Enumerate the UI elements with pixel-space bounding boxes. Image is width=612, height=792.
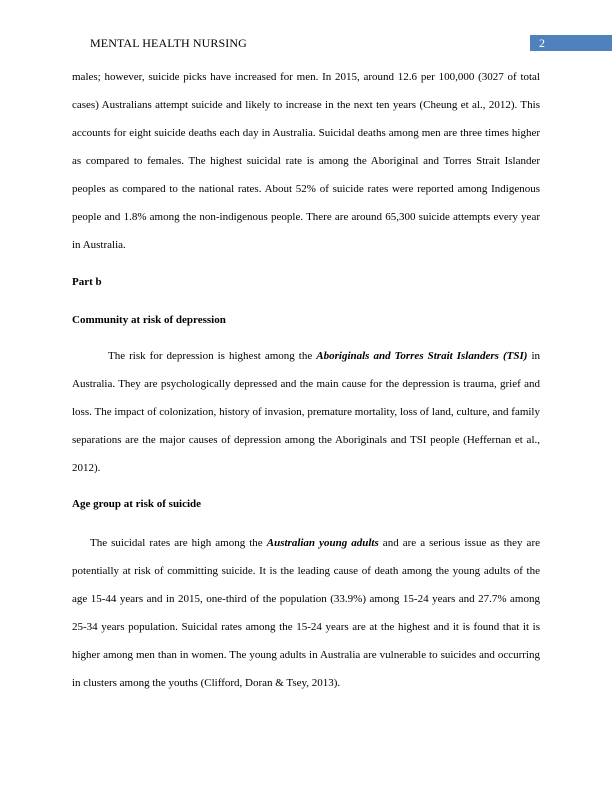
paragraph-text-segment: and are a serious issue as they are potentially at risk of committing suicide. It is the leading cause of death among the young adults of the age 15-44 years and in 2015, one-third of the population (33.9%) among 15-24 years and 27.7% among 25-34 years population. Suicidal rates among the 15-24 years are at the highest and it is found that it is higher among men than in women. The young adults in Australia are vulnerable to suicides and occurring in clusters among the youths (Clifford, Doran & Tsey, 2013). — [72, 537, 540, 689]
emphasized-phrase: Aboriginals and Torres Strait Islanders (TSI) — [316, 350, 528, 362]
emphasized-phrase: Australian young adults — [266, 537, 379, 549]
section-heading-part-b: Part b — [72, 276, 102, 288]
subheading-age-group-suicide: Age group at risk of suicide — [72, 498, 202, 510]
running-header-title: MENTAL HEALTH NURSING — [90, 36, 247, 50]
body-paragraph-depression — [72, 342, 540, 482]
paragraph-text-segment: in Australia. They are psychologically depressed and the main cause for the depression is trauma, grief and loss. The impact of colonization, history of invasion, premature mortality, loss of land, culture, and family separations are the major causes of depression among the Aboriginals and TSI people (Heffernan et al., 2012). — [72, 350, 541, 474]
paragraph-text-segment: The suicidal rates are high among the — [90, 537, 267, 549]
subheading-community-depression: Community at risk of depression — [72, 314, 226, 326]
body-paragraph-young-adults — [72, 529, 540, 697]
page-number-badge: 2 — [530, 35, 612, 51]
body-paragraph-statistics: males; however, suicide picks have increased for men. In 2015, around 12.6 per 100,000 (3027 of total cases) Australians attempt suicide and likely to increase in the next ten years (Cheung et al., 2012). This accounts for eight suicide deaths each day in Australia. Suicidal deaths among men are three times higher as compared to females. The highest suicidal rate is among the Aboriginal and Torres Strait Islander peoples as compared to the national rates. About 52% of suicide rates were reported among Indigenous people and 1.8% among the non-indigenous people. There are around 65,300 suicide attempts every year in Australia. — [72, 71, 540, 251]
paragraph-text-segment: The risk for depression is highest among the — [108, 350, 317, 362]
